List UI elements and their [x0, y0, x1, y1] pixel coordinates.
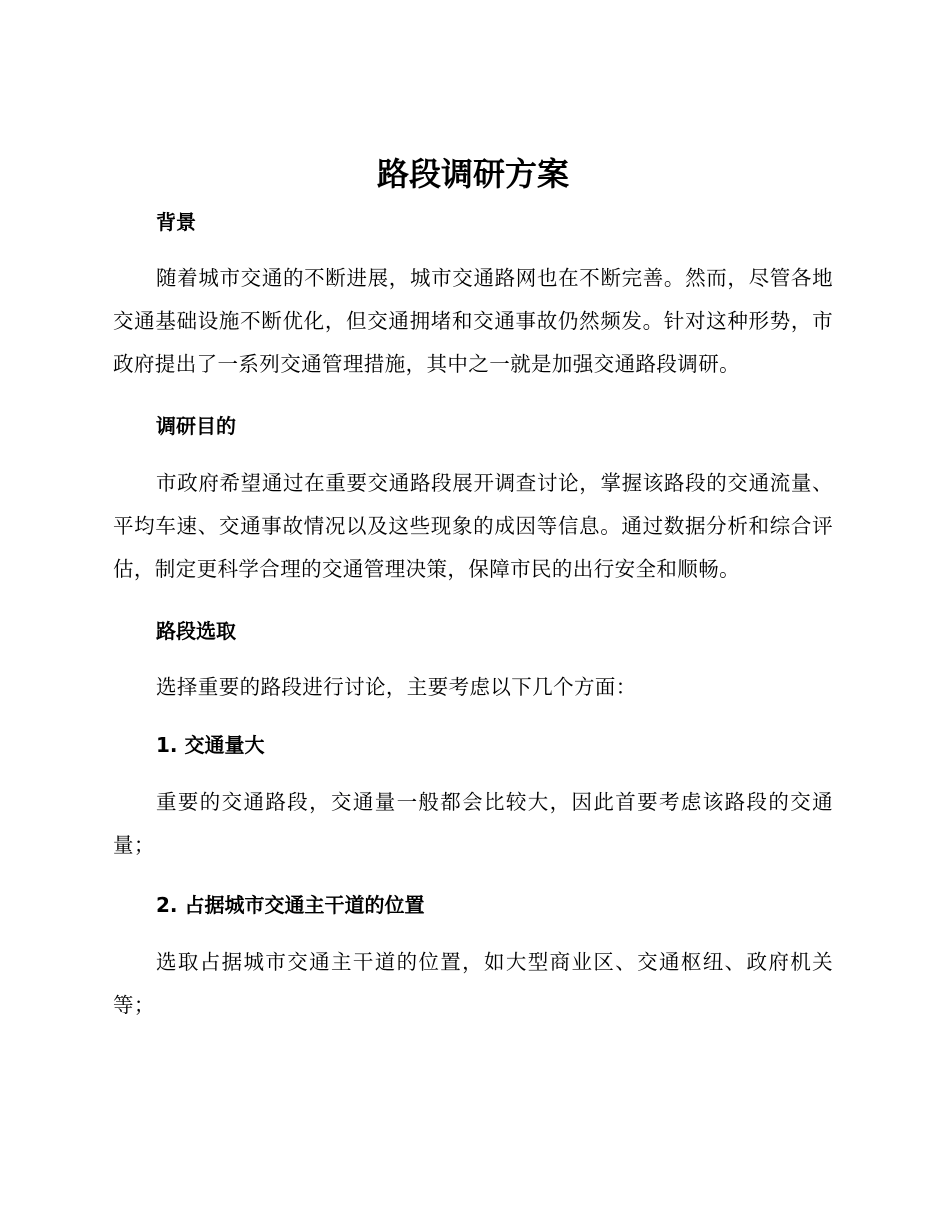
- section-heading-purpose: 调研目的: [156, 414, 236, 438]
- paragraph-purpose: 市政府希望通过在重要交通路段展开调查讨论，掌握该路段的交通流量、平均车速、交通事故情况以及这些现象的成因等信息。通过数据分析和综合评估，制定更科学合理的交通管理决策，保障市民的出行安全和顺畅。: [113, 471, 833, 581]
- section-heading-background: 背景: [156, 210, 196, 234]
- list-heading-arterial-road: 2. 占据城市交通主干道的位置: [156, 893, 425, 917]
- paragraph-traffic-volume: 重要的交通路段，交通量一般都会比较大，因此首要考虑该路段的交通量；: [113, 790, 833, 857]
- document-title: 路段调研方案: [376, 155, 569, 193]
- list-heading-traffic-volume: 1. 交通量大: [156, 733, 265, 757]
- paragraph-selection: 选择重要的路段进行讨论，主要考虑以下几个方面：: [156, 675, 637, 699]
- paragraph-arterial-road: 选取占据城市交通主干道的位置，如大型商业区、交通枢纽、政府机关等；: [113, 950, 833, 1017]
- section-heading-selection: 路段选取: [156, 619, 236, 643]
- paragraph-background: 随着城市交通的不断进展，城市交通路网也在不断完善。然而，尽管各地交通基础设施不断优化，但交通拥堵和交通事故仍然频发。针对这种形势，市政府提出了一系列交通管理措施，其中之一就是加强交通路段调研。: [113, 266, 833, 376]
